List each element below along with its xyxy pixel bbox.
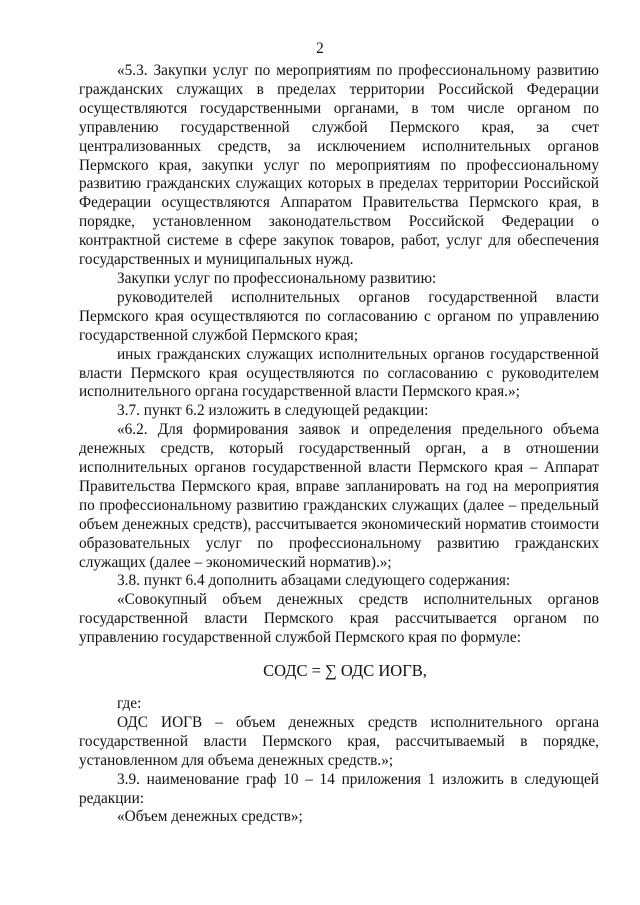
paragraph-6-2: «6.2. Для формирования заявок и определения предельного объема денежных средств, который государственный орган, а в отношении исполнительных органов государственной власти Пермского края – Аппарат Правительства Пермского края, вправе запланировать на год на мероприятия по профессиональному развитию гражданских служащих (далее – предельный объем денежных средств), рассчитывается экономический норматив стоимости образовательных услуг по профессиональному развитию гражданских служащих (далее – экономический норматив).»;	[79, 421, 599, 571]
paragraph-3-8: 3.8. пункт 6.4 дополнить абзацами следующего содержания:	[117, 572, 511, 590]
paragraph-heads-of-organs: руководителей исполнительных органов государственной власти Пермского края осуществляются по согласованию с органом по управлению государственной службой Пермского края;	[79, 288, 599, 344]
paragraph-total-volume: «Совокупный объем денежных средств исполнительных органов государственной власти Пермского края рассчитывается органом по управлению государственной службой Пермского края по формуле:	[79, 591, 599, 647]
paragraph-procurement-intro: Закупки услуг по профессиональному развитию:	[117, 269, 437, 287]
paragraph-other-servants: иных гражданских служащих исполнительных органов государственной власти Пермского края осуществляются по согласованию с руководителем исполнительного органа государственной власти Пермского края.»;	[79, 345, 599, 401]
paragraph-3-9: 3.9. наименование граф 10 – 14 приложения 1 изложить в следующей редакции:	[79, 770, 599, 807]
paragraph-3-7: 3.7. пункт 6.2 изложить в следующей редакции:	[117, 402, 429, 420]
paragraph-where: где:	[117, 695, 142, 712]
page-number: 2	[316, 40, 324, 57]
paragraph-volume-title: «Объем денежных средств»;	[117, 808, 303, 826]
document-body	[79, 62, 599, 827]
paragraph-5-3: «5.3. Закупки услуг по мероприятиям по профессиональному развитию гражданских служащих в пределах территории Российской Федерации осуществляются государственными органами, в том числе органом по управлению государственной службой Пермского края, за счет централизованных средств, за исключением исполнительных органов Пермского края, закупки услуг по мероприятиям по профессиональному развитию гражданских служащих которых в пределах территории Российской Федерации осуществляются Аппаратом Правительства Пермского края, в порядке, установленном законодательством Российской Федерации о контрактной системе в сфере закупок товаров, работ, услуг для обеспечения государственных и муниципальных нужд.	[79, 62, 599, 269]
paragraph-ods-iogv: ОДС ИОГВ – объем денежных средств исполнительного органа государственной власти Пермского края, рассчитываемый в порядке, установленном для объема денежных средств.»;	[79, 713, 599, 769]
formula: СОДС = ∑ ОДС ИОГВ,	[263, 661, 427, 681]
